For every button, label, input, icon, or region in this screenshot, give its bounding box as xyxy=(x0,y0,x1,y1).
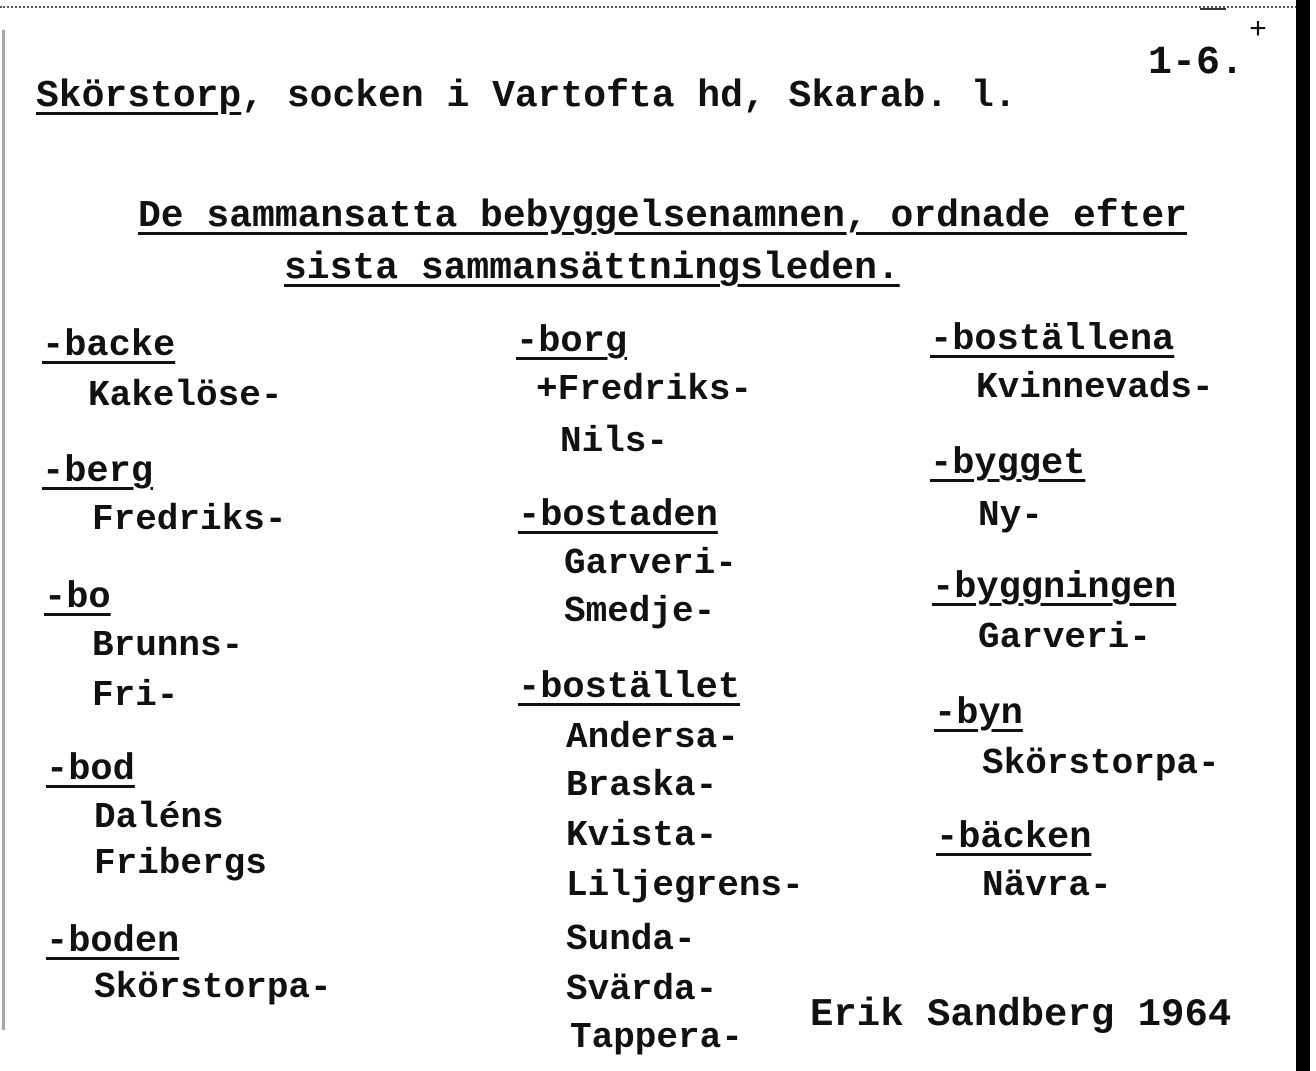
card-left-edge xyxy=(2,30,5,1030)
card-title xyxy=(36,75,1017,118)
entry-skorstorpa-2: Skörstorpa- xyxy=(982,743,1220,784)
entry-smedje: Smedje- xyxy=(564,591,716,632)
entry-fri: Fri- xyxy=(92,675,179,716)
suffix-byggningen: -byggningen xyxy=(932,567,1177,609)
entry-fribergs: Fribergs xyxy=(94,843,267,884)
heading-line-1: De sammansatta bebyggelsenamnen, ordnade efter xyxy=(138,195,1187,238)
suffix-backen: -bäcken xyxy=(936,817,1092,859)
entry-kakelose: Kakelöse- xyxy=(88,375,283,416)
suffix-berg: -berg xyxy=(42,451,154,493)
entry-svarda: Svärda- xyxy=(566,969,718,1010)
entry-kvista: Kvista- xyxy=(566,815,718,856)
entry-braska: Braska- xyxy=(566,765,718,806)
suffix-bostaden: -bostaden xyxy=(518,495,718,537)
entry-fredriks-2: +Fredriks- xyxy=(536,369,753,410)
place-description: , socken i Vartofta hd, Skarab. l. xyxy=(241,75,1017,118)
signature: Erik Sandberg 1964 xyxy=(810,993,1232,1037)
heading-line-2: sista sammansättningsleden. xyxy=(284,247,900,290)
plus-mark: + xyxy=(1249,14,1268,48)
suffix-bod: -bod xyxy=(46,749,135,791)
entry-fredriks: Fredriks- xyxy=(92,499,287,540)
entry-tappera: Tappera- xyxy=(570,1017,743,1058)
entry-nils: Nils- xyxy=(560,421,669,462)
entry-brunns: Brunns- xyxy=(92,625,244,666)
suffix-borg: -borg xyxy=(516,321,628,363)
card-top-edge xyxy=(0,6,1300,10)
entry-skorstorpa-1: Skörstorpa- xyxy=(94,967,332,1008)
suffix-backe: -backe xyxy=(42,325,176,367)
suffix-bo: -bo xyxy=(44,577,111,619)
card-right-edge xyxy=(1296,0,1310,1071)
entry-dalens: Daléns xyxy=(94,797,224,838)
suffix-bostallena: -boställena xyxy=(930,319,1175,361)
entry-kvinnevads: Kvinnevads- xyxy=(976,367,1214,408)
suffix-bygget: -bygget xyxy=(930,443,1086,485)
suffix-boden: -boden xyxy=(46,921,180,963)
suffix-byn: -byn xyxy=(934,693,1023,735)
suffix-bostallet: -bostället xyxy=(518,667,741,709)
entry-ny: Ny- xyxy=(978,495,1043,536)
entry-garveri-2: Garveri- xyxy=(978,617,1151,658)
entry-sunda: Sunda- xyxy=(566,919,696,960)
entry-navra: Nävra- xyxy=(982,865,1112,906)
entry-garveri-1: Garveri- xyxy=(564,543,737,584)
entry-andersa: Andersa- xyxy=(566,717,739,758)
place-name: Skörstorp xyxy=(36,75,242,118)
corner-dash xyxy=(1200,8,1226,10)
card-number: 1-6. xyxy=(1148,41,1245,86)
entry-liljegrens: Liljegrens- xyxy=(566,865,804,906)
